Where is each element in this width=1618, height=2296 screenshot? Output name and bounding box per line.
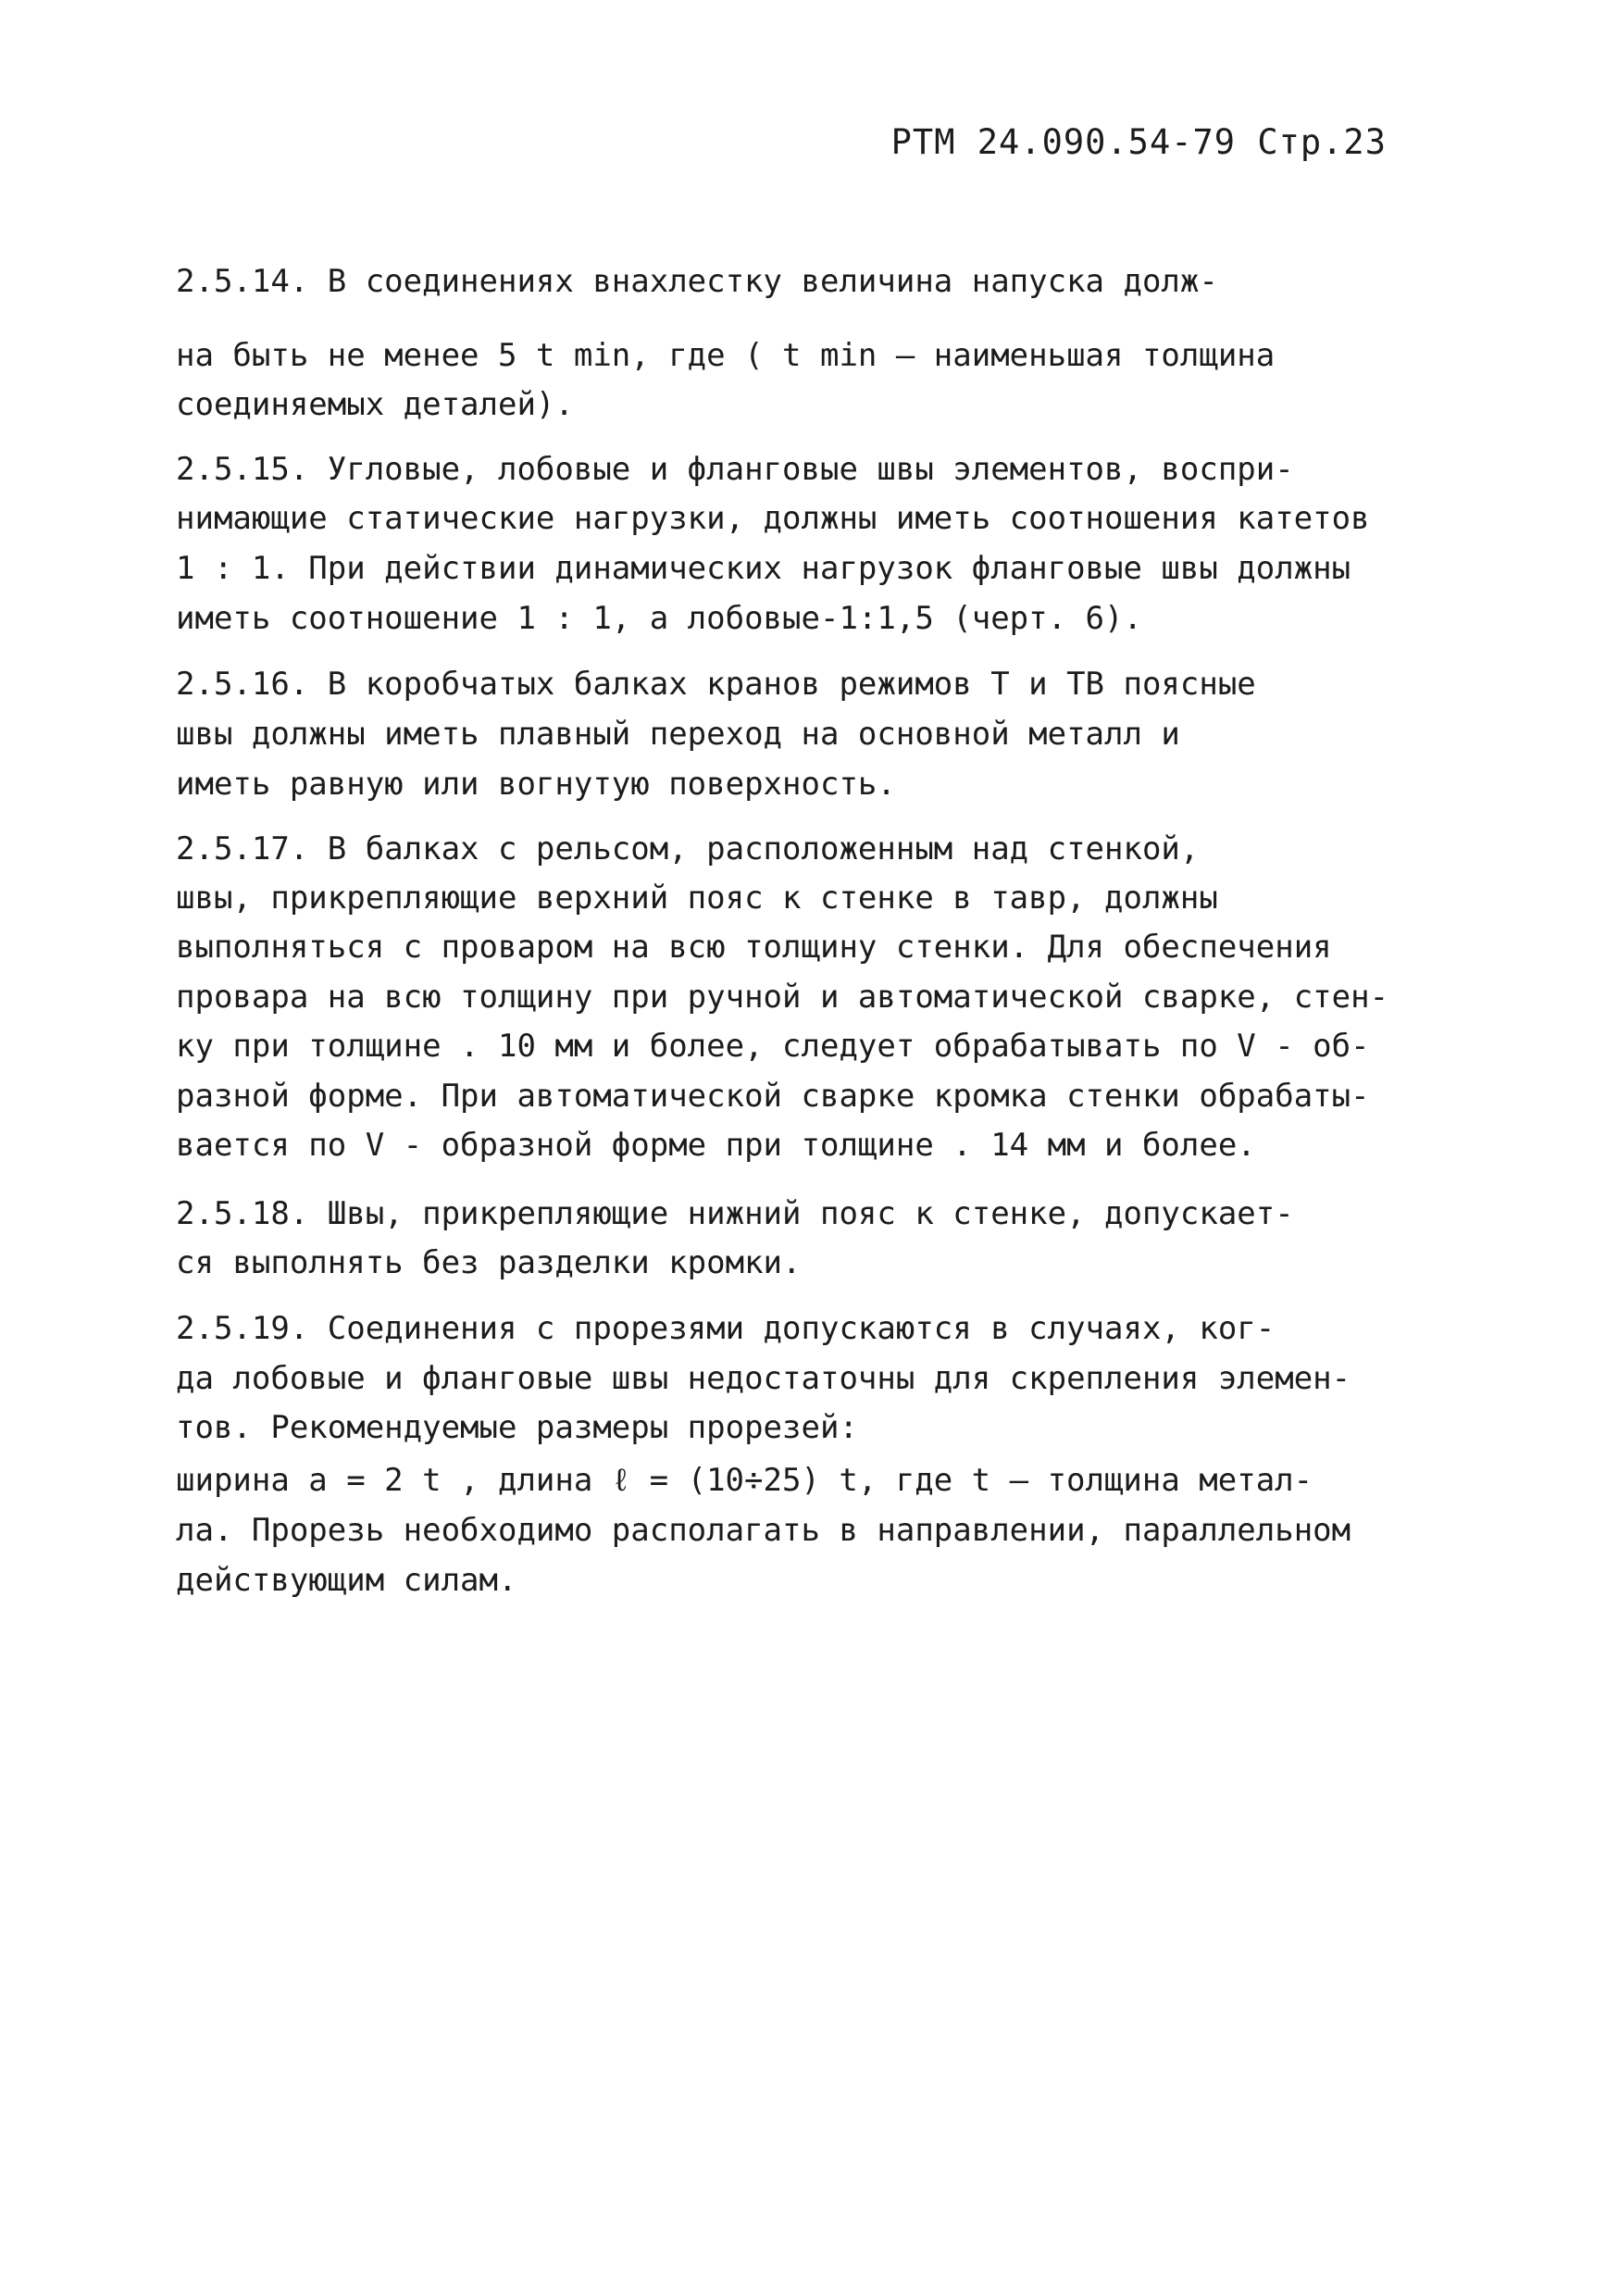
text-line: 2.5.18. Швы, прикрепляющие нижний пояс к стенке, допускает- bbox=[176, 1195, 1294, 1232]
text-line: да лобовые и фланговые швы недостаточны для скрепления элемен- bbox=[176, 1360, 1351, 1397]
text-line: 2.5.15. Угловые, лобовые и фланговые швы элементов, воспри- bbox=[176, 451, 1294, 488]
text-line: разной форме. При автоматической сварке кромка стенки обрабаты- bbox=[176, 1078, 1370, 1115]
text-line: швы, прикрепляющие верхний пояс к стенке в тавр, должны bbox=[176, 880, 1218, 917]
text-line: 1 : 1. При действии динамических нагрузок фланговые швы должны bbox=[176, 550, 1351, 587]
text-line: иметь соотношение 1 : 1, а лобовые-1:1,5 (черт. 6). bbox=[176, 600, 1142, 637]
text-line: ла. Прорезь необходимо располагать в направлении, параллельном bbox=[176, 1512, 1351, 1549]
text-line: 2.5.16. В коробчатых балках кранов режимов Т и ТВ поясные bbox=[176, 666, 1256, 703]
text-line: нимающие статические нагрузки, должны иметь соотношения катетов bbox=[176, 500, 1370, 537]
text-line: швы должны иметь плавный переход на основной металл и bbox=[176, 716, 1180, 753]
text-line: ку при толщине . 10 мм и более, следует обрабатывать по V - об- bbox=[176, 1028, 1370, 1065]
text-line: ся выполнять без разделки кромки. bbox=[176, 1244, 802, 1281]
text-line: ширина a = 2 t , длина ℓ = (10÷25) t, где t – толщина метал- bbox=[176, 1462, 1313, 1499]
text-line: 2.5.17. В балках с рельсом, расположенным над стенкой, bbox=[176, 830, 1200, 867]
text-line: иметь равную или вогнутую поверхность. bbox=[176, 766, 896, 803]
text-line: тов. Рекомендуемые размеры прорезей: bbox=[176, 1409, 858, 1446]
text-line: вается по V - образной форме при толщине . 14 мм и более. bbox=[176, 1127, 1256, 1164]
text-line: действующим силам. bbox=[176, 1562, 517, 1599]
text-line: на быть не менее 5 t min, где ( t min – наименьшая толщина bbox=[176, 337, 1276, 374]
text-line: 2.5.19. Соединения с прорезями допускаются в случаях, ког- bbox=[176, 1310, 1276, 1347]
text-line: провара на всю толщину при ручной и автоматической сварке, стен- bbox=[176, 979, 1389, 1016]
text-line: соединяемых деталей). bbox=[176, 386, 574, 423]
document-header: РТМ 24.090.54-79 Стр.23 bbox=[890, 122, 1387, 162]
text-line: выполняться с проваром на всю толщину стенки. Для обеспечения bbox=[176, 929, 1332, 966]
text-line: 2.5.14. В соединениях внахлестку величина напуска долж- bbox=[176, 263, 1218, 300]
